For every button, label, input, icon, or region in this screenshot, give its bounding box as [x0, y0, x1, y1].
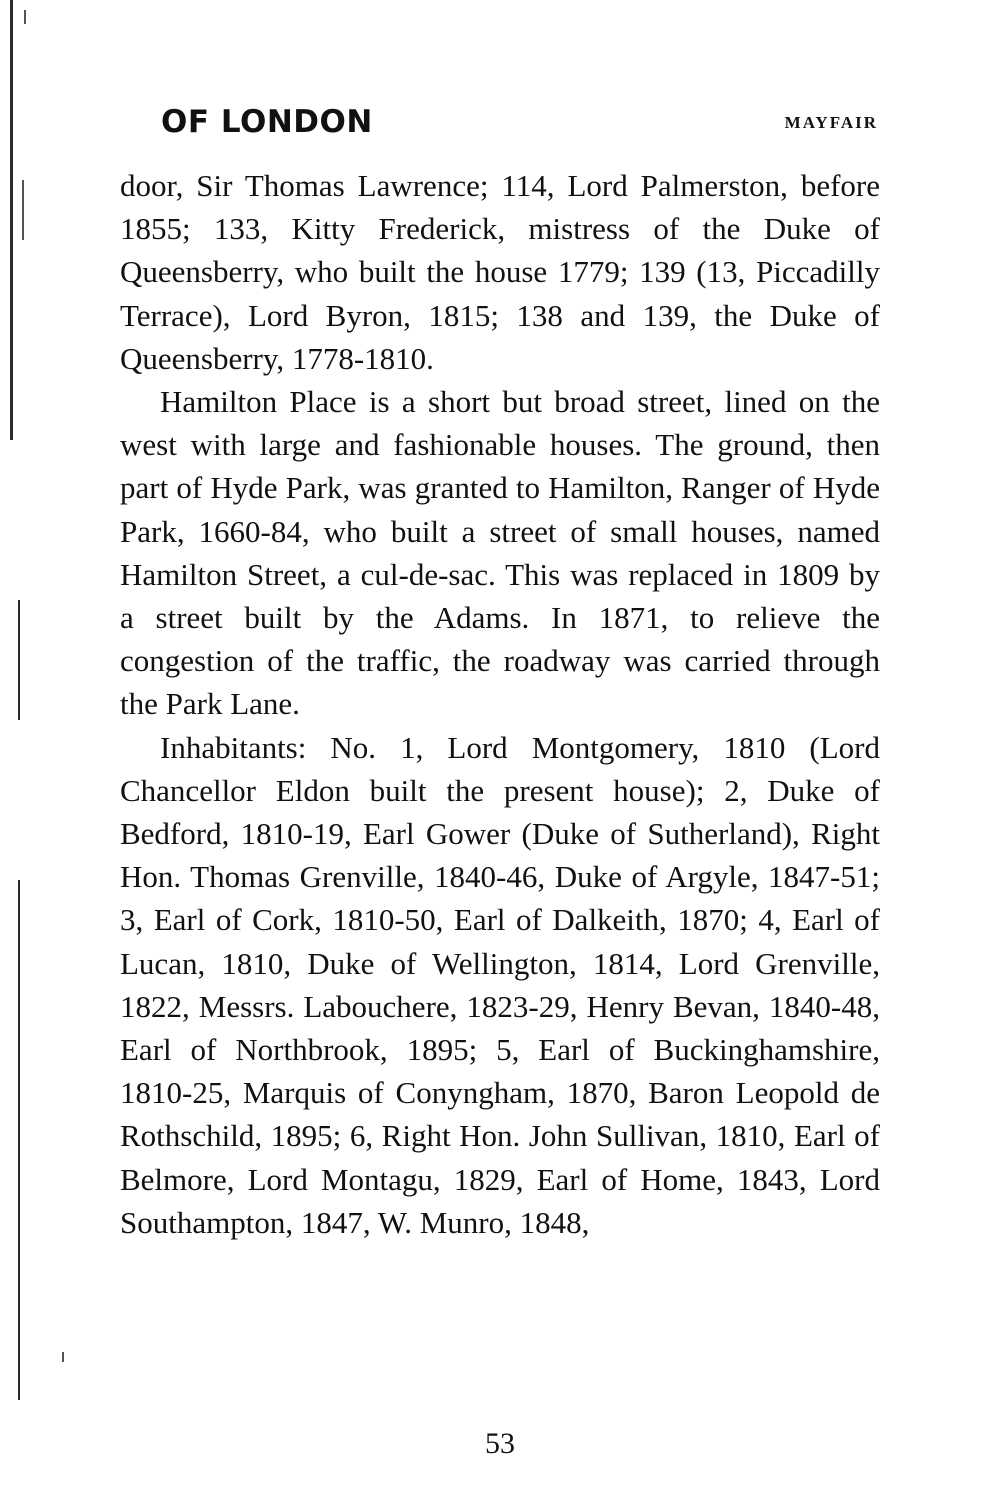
binding-edge-middle: [18, 600, 20, 720]
header-title: OF LONDON: [161, 104, 373, 140]
binding-speck: [62, 1352, 64, 1362]
binding-edge-lower: [18, 880, 20, 1400]
binding-speck: [22, 180, 24, 240]
paragraph-continuation: door, Sir Thomas Lawrence; 114, Lord Palmerston, before 1855; 133, Kitty Frederick, mistress of the Duke of Queensberry, who built the house 1779; 139 (13, Piccadilly Terrace), Lord Byron, 1815; 138 and 139, the Duke of Queensberry, 1778-1810.: [120, 168, 880, 376]
binding-edge-top: [10, 0, 13, 440]
page-number: 53: [485, 1427, 515, 1460]
running-header: [161, 100, 878, 144]
paragraph-hamilton-place: Hamilton Place is a short but broad street, lined on the west with large and fashionable houses. The ground, then part of Hyde Park, was granted to Hamilton, Ranger of Hyde Park, 1660-84, who built a street of small houses, named Hamilton Street, a cul-de-sac. This was replaced in 1809 by a street built by the Adams. In 1871, to relieve the congestion of the traffic, the roadway was carried through the Park Lane.: [120, 384, 880, 722]
body-text: [120, 164, 880, 1244]
paragraph-inhabitants: Inhabitants: No. 1, Lord Montgomery, 1810 (Lord Chancellor Eldon built the present house); 2, Duke of Bedford, 1810-19, Earl Gower (Duke of Sutherland), Right Hon. Thomas Grenville, 1840-46, Duke of Argyle, 1847-51; 3, Earl of Cork, 1810-50, Earl of Dalkeith, 1870; 4, Earl of Lucan, 1810, Duke of Wellington, 1814, Lord Grenville, 1822, Messrs. Labouchere, 1823-29, Henry Bevan, 1840-48, Earl of Northbrook, 1895; 5, Earl of Buckinghamshire, 1810-25, Marquis of Conyngham, 1870, Baron Leopold de Rothschild, 1895; 6, Right Hon. John Sullivan, 1810, Earl of Belmore, Lord Montagu, 1829, Earl of Home, 1843, Lord Southampton, 1847, W. Munro, 1848,: [120, 729, 880, 1240]
binding-speck: [24, 10, 26, 24]
header-section: MAYFAIR: [784, 113, 878, 132]
